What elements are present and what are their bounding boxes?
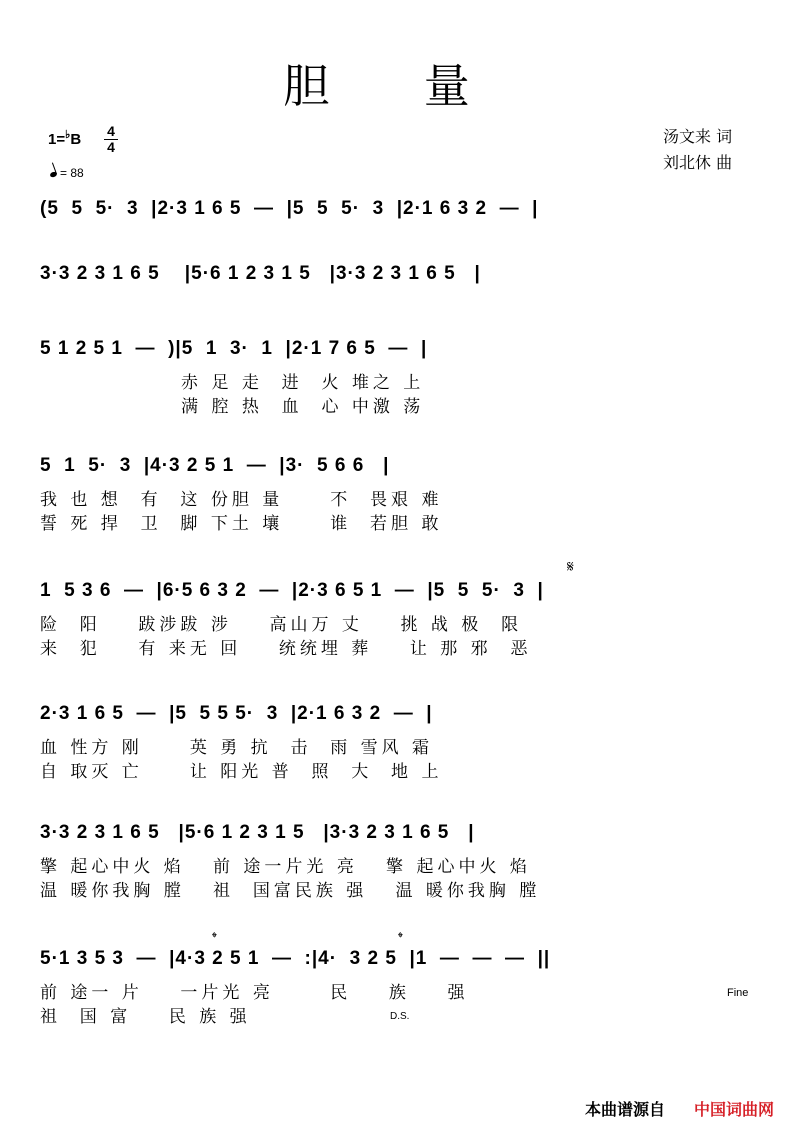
- score-line-5: [40, 580, 760, 658]
- footer-source: 本曲谱源自: [585, 1100, 666, 1119]
- lyrics-verse-2: 誓 死 捍 卫 脚 下土 壤 谁 若胆 敢: [40, 514, 443, 534]
- lyrics-verse-2: 自 取灭 亡 让 阳光 普 照 大 地 上: [40, 762, 443, 782]
- composer-credit: 刘北休 曲: [663, 153, 733, 172]
- notation-row: 5·1 3 5 3 — |4·3 2 5 1 — :|4· 3 2 5 |1 — — — ||: [40, 948, 551, 969]
- lyrics-verse-1: 血 性方 刚 英 勇 抗 击 雨 雪风 霜: [40, 738, 434, 758]
- notation-row: 5 1 5· 3 |4·3 2 5 1 — |3· 5 6 6 |: [40, 455, 390, 476]
- notation-row: 3·3 2 3 1 6 5 |5·6 1 2 3 1 5 |3·3 2 3 1 6 5 |: [40, 822, 475, 843]
- song-title: 胆 量: [283, 59, 510, 113]
- lyrics-verse-2: 温 暖你我胸 膛 祖 国富民族 强 温 暖你我胸 膛: [40, 881, 541, 901]
- notation-row: 3·3 2 3 1 6 5 |5·6 1 2 3 1 5 |3·3 2 3 1 6 5 |: [40, 263, 481, 284]
- fine-marking: Fine: [727, 987, 749, 999]
- score-line-2: [40, 263, 760, 293]
- score-line-7: [40, 822, 760, 900]
- lyrics-verse-2: 祖 国 富 民 族 强: [40, 1007, 251, 1027]
- footer-site-link[interactable]: 中国词曲网: [694, 1100, 775, 1119]
- lyrics-verse-2: 来 犯 有 来无 回 统统埋 葬 让 那 邪 恶: [40, 639, 532, 659]
- notation-row: 2·3 1 6 5 — |5 5 5 5· 3 |2·1 6 3 2 — |: [40, 703, 433, 724]
- score-line-1: [40, 198, 760, 228]
- key-signature: 1=♭B: [48, 129, 82, 148]
- segno-icon: 𝄋: [567, 557, 574, 576]
- lyricist-credit: 汤文来 词: [663, 127, 733, 146]
- lyrics-verse-1: 险 阳 跋涉跋 涉 高山万 丈 挑 战 极 限: [40, 615, 523, 635]
- score-line-3: [40, 338, 760, 416]
- time-signature: 4 4: [104, 124, 118, 155]
- lyrics-verse-1: 擎 起心中火 焰 前 途一片光 亮 擎 起心中火 焰: [40, 857, 531, 877]
- tempo-marking: = 88: [50, 166, 84, 180]
- notation-row: 5 1 2 5 1 — )|5 1 3· 1 |2·1 7 6 5 — |: [40, 338, 428, 359]
- lyrics-verse-1: 我 也 想 有 这 份胆 量 不 畏艰 难: [40, 490, 443, 510]
- notation-row: 1 5 3 6 — |6·5 6 3 2 — |2·3 6 5 1 — |5 5 5· 3 |: [40, 580, 544, 601]
- coda-icon: 𝄌: [212, 930, 217, 946]
- score-line-6: [40, 703, 760, 781]
- lyrics-verse-1: 前 途一 片 一片光 亮 民 族 强: [40, 983, 469, 1003]
- ds-marking: D.S.: [390, 1011, 410, 1022]
- notation-row: (5 5 5· 3 |2·3 1 6 5 — |5 5 5· 3 |2·1 6 3 2 — |: [40, 198, 539, 219]
- quarter-note-icon: [49, 171, 57, 178]
- lyrics-verse-2: 满 腔 热 血 心 中激 荡: [40, 397, 425, 417]
- coda-icon: 𝄌: [398, 930, 403, 946]
- lyrics-verse-1: 赤 足 走 进 火 堆之 上: [40, 373, 425, 393]
- score-line-4: [40, 455, 760, 533]
